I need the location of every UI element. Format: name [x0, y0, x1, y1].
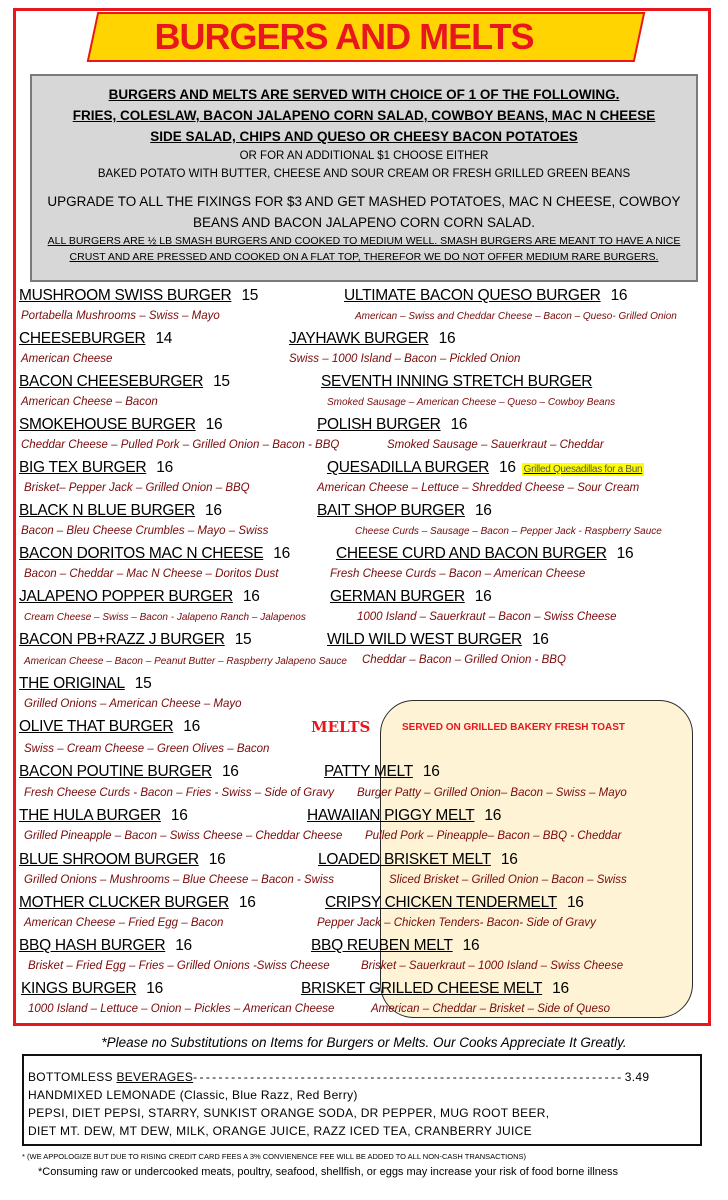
menu-item — [21, 980, 163, 998]
beverages-price: 3.49 — [624, 1070, 650, 1084]
item-desc: Smoked Sausage – American Cheese – Queso – Cowboy Beans — [327, 397, 616, 408]
item-name: OLIVE THAT BURGER — [19, 718, 174, 735]
item-price: 16 — [552, 980, 569, 997]
menu-item — [317, 502, 492, 520]
item-name: THE HULA BURGER — [19, 807, 161, 824]
item-name: SEVENTH INNING STRETCH BURGER — [321, 373, 593, 390]
item-name: KINGS BURGER — [21, 980, 137, 997]
menu-item — [19, 718, 200, 736]
item-desc: Brisket – Fried Egg – Fries – Grilled Onions -Swiss Cheese — [28, 960, 330, 972]
melt-item — [311, 937, 479, 955]
item-name: BBQ HASH BURGER — [19, 937, 166, 954]
item-price: 16 — [170, 807, 188, 824]
item-desc: Cream Cheese – Swiss – Bacon - Jalapeno Ranch – Jalapenos — [24, 612, 306, 623]
item-price: 16 — [205, 416, 223, 433]
item-price: 15 — [234, 631, 252, 648]
item-desc: Swiss – Cream Cheese – Green Olives – Bacon — [24, 743, 270, 755]
soda-line: PEPSI, DIET PEPSI, STARRY, SUNKIST ORANGE SODA, DR PEPPER, MUG ROOT BEER, — [28, 1106, 550, 1120]
menu-item — [19, 373, 230, 391]
item-desc: Cheese Curds – Sausage – Bacon – Pepper Jack - Raspberry Sauce — [355, 526, 662, 537]
card-fee-notice: * (WE APPOLOGIZE BUT DUE TO RISING CREDIT CARD FEES A 3% CONVIENENCE FEE WILL BE ADDED TO ALL NON-CASH TRANSACTIONS) — [22, 1152, 527, 1161]
drinks-line: DIET MT. DEW, MT DEW, MILK, ORANGE JUICE, RAZZ ICED TEA, CRANBERRY JUICE — [28, 1124, 532, 1138]
menu-item — [19, 675, 151, 693]
item-price: 16 — [616, 545, 634, 562]
item-price: 16 — [438, 330, 456, 347]
melt-item — [324, 763, 440, 781]
menu-item — [19, 330, 172, 348]
item-price: 16 — [474, 502, 492, 519]
melts-subtitle: SERVED ON GRILLED BAKERY FRESH TOAST — [402, 722, 625, 733]
menu-item — [336, 545, 633, 563]
beverages-header — [28, 1068, 696, 1086]
item-name: BLUE SHROOM BURGER — [19, 851, 199, 868]
melt-item — [325, 894, 584, 912]
menu-item — [19, 631, 251, 649]
item-price: 15 — [241, 287, 259, 304]
menu-item — [19, 502, 222, 520]
menu-item — [19, 545, 290, 563]
item-desc: Grilled Onions – Mushrooms – Blue Cheese – Bacon - Swiss — [24, 874, 335, 886]
item-name: QUESADILLA BURGER — [327, 459, 490, 476]
item-price: 16 — [422, 763, 440, 780]
substitution-note: *Please no Substitutions on Items for Burgers or Melts. Our Cooks Appreciate It Greatly. — [101, 1035, 627, 1050]
menu-item — [344, 287, 627, 305]
item-name: MOTHER CLUCKER BURGER — [19, 894, 229, 911]
item-desc: American Cheese – Bacon – Peanut Butter – Raspberry Jalapeno Sauce — [24, 656, 347, 667]
melt-item — [318, 851, 518, 869]
item-price: 16 — [156, 459, 173, 476]
item-price: 16 — [484, 807, 502, 824]
menu-item — [321, 373, 592, 391]
item-desc: Smoked Sausage – Sauerkraut – Cheddar — [387, 439, 604, 451]
item-price: 16 — [499, 459, 516, 476]
menu-item — [19, 287, 258, 305]
item-name: PATTY MELT — [324, 763, 413, 780]
sides-line: BURGERS AND MELTS ARE SERVED WITH CHOICE OF 1 OF THE FOLLOWING. — [108, 87, 620, 102]
smash-note: CRUST AND ARE PRESSED AND COOKED ON A FLAT TOP, THEREFOR WE DO NOT OFFER MEDIUM RARE BURGERS. — [69, 251, 659, 263]
item-price: 16 — [208, 851, 226, 868]
item-name: BACON CHEESEBURGER — [19, 373, 204, 390]
item-name: CHEESEBURGER — [19, 330, 146, 347]
item-price: 16 — [175, 937, 192, 954]
item-price: 16 — [610, 287, 628, 304]
melts-title: MELTS — [311, 718, 371, 736]
item-name: BLACK N BLUE BURGER — [19, 502, 196, 519]
item-name: GERMAN BURGER — [330, 588, 465, 605]
item-desc: Fresh Cheese Curds – Bacon – American Cheese — [330, 568, 586, 580]
item-desc: Grilled Pineapple – Bacon – Swiss Cheese – Cheddar Cheese — [24, 830, 343, 842]
menu-item — [327, 631, 549, 649]
menu-item — [327, 459, 644, 477]
menu-item — [330, 588, 491, 606]
item-desc: American – Cheddar – Brisket – Side of Queso — [371, 1003, 611, 1015]
item-name: THE ORIGINAL — [19, 675, 125, 692]
sides-line: FRIES, COLESLAW, BACON JALAPENO CORN SALAD, COWBOY BEANS, MAC N CHEESE — [72, 108, 656, 123]
menu-item — [19, 807, 188, 825]
item-name: CRIPSY CHICKEN TENDERMELT — [325, 894, 557, 911]
item-price: 16 — [146, 980, 163, 997]
item-desc: Sliced Brisket – Grilled Onion – Bacon – Swiss — [389, 874, 627, 886]
item-price: 16 — [450, 416, 468, 433]
menu-item — [19, 416, 222, 434]
item-price: 16 — [566, 894, 584, 911]
item-name: BACON PB+RAZZ J BURGER — [19, 631, 225, 648]
item-name: JAYHAWK BURGER — [289, 330, 429, 347]
item-name: LOADED BRISKET MELT — [318, 851, 491, 868]
sides-line: OR FOR AN ADDITIONAL $1 CHOOSE EITHER — [239, 150, 489, 162]
item-name: BBQ REUBEN MELT — [311, 937, 453, 954]
item-price: 15 — [213, 373, 230, 390]
item-name: SMOKEHOUSE BURGER — [19, 416, 196, 433]
item-price: 14 — [155, 330, 173, 347]
item-price: 15 — [134, 675, 152, 692]
item-name: MUSHROOM SWISS BURGER — [19, 287, 232, 304]
menu-item — [19, 588, 260, 606]
item-desc: American Cheese – Lettuce – Shredded Cheese – Sour Cream — [317, 482, 640, 494]
item-price: 16 — [273, 545, 290, 562]
item-price: 16 — [205, 502, 222, 519]
menu-item — [19, 937, 192, 955]
item-desc: Cheddar Cheese – Pulled Pork – Grilled Onion – Bacon - BBQ — [21, 439, 340, 451]
menu-item — [19, 851, 225, 869]
item-desc: Cheddar – Bacon – Grilled Onion - BBQ — [362, 654, 566, 666]
item-desc: 1000 Island – Sauerkraut – Bacon – Swiss Cheese — [357, 611, 617, 623]
item-desc: 1000 Island – Lettuce – Onion – Pickles – American Cheese — [28, 1003, 335, 1015]
sides-info-box — [30, 74, 698, 282]
item-price: 16 — [183, 718, 200, 735]
item-desc: Brisket– Pepper Jack – Grilled Onion – BBQ — [24, 482, 250, 494]
item-name: CHEESE CURD AND BACON BURGER — [336, 545, 607, 562]
item-desc: Fresh Cheese Curds - Bacon – Fries - Swiss – Side of Gravy — [24, 787, 334, 799]
menu-item — [317, 416, 467, 434]
upgrade-line: BEANS AND BACON JALAPENO CORN CORN SALAD. — [192, 215, 536, 230]
item-desc: Grilled Onions – American Cheese – Mayo — [24, 698, 242, 710]
page-title: BURGERS AND MELTS — [154, 16, 534, 57]
health-warning: *Consuming raw or undercooked meats, poultry, seafood, shellfish, or eggs may increase your risk of food borne illness — [38, 1166, 619, 1178]
melt-item — [301, 980, 569, 998]
item-price: 16 — [242, 588, 260, 605]
item-desc: Portabella Mushrooms – Swiss – Mayo — [21, 310, 220, 322]
item-desc: Burger Patty – Grilled Onion– Bacon – Swiss – Mayo — [357, 787, 627, 799]
menu-item — [19, 894, 256, 912]
sides-line: BAKED POTATO WITH BUTTER, CHEESE AND SOUR CREAM OR FRESH GRILLED GREEN BEANS — [97, 168, 631, 180]
item-desc: American Cheese – Bacon — [21, 396, 158, 408]
item-price: 16 — [238, 894, 256, 911]
item-name: BACON DORITOS MAC N CHEESE — [19, 545, 264, 562]
melt-item — [307, 807, 501, 825]
menu-item — [19, 459, 173, 477]
smash-note: ALL BURGERS ARE ½ LB SMASH BURGERS AND COOKED TO MEDIUM WELL. SMASH BURGERS ARE MEANT TO HAVE A NICE — [47, 235, 681, 247]
quesadilla-bun-highlight: Grilled Quesadillas for a Bun — [523, 464, 643, 475]
item-desc: Pepper Jack – Chicken Tenders- Bacon- Side of Gravy — [317, 917, 596, 929]
price-leader-dashes: - - - - - - - - - - - - - - - - - - - - - - - - - - - - - - - - - - - - - - - - - - - - - - - - - - - - - - - - - - - - - - - - - - - - — [193, 1070, 621, 1084]
item-desc: Swiss – 1000 Island – Bacon – Pickled Onion — [289, 353, 521, 365]
beverages-label: BOTTOMLESS — [28, 1070, 117, 1084]
lemonade-line: HANDMIXED LEMONADE (Classic, Blue Razz, Red Berry) — [28, 1088, 358, 1102]
item-desc: American Cheese – Fried Egg – Bacon — [24, 917, 224, 929]
item-desc: Pulled Pork – Pineapple– Bacon – BBQ - Cheddar — [365, 830, 622, 842]
item-name: HAWAIIAN PIGGY MELT — [307, 807, 475, 824]
menu-item — [289, 330, 455, 348]
item-name: JALAPENO POPPER BURGER — [19, 588, 233, 605]
item-desc: Bacon – Cheddar – Mac N Cheese – Doritos Dust — [24, 568, 279, 580]
item-price: 16 — [500, 851, 518, 868]
sides-line: SIDE SALAD, CHIPS AND QUESO OR CHEESY BACON POTATOES — [150, 129, 578, 144]
item-name: BACON POUTINE BURGER — [19, 763, 212, 780]
item-name: POLISH BURGER — [317, 416, 441, 433]
upgrade-line: UPGRADE TO ALL THE FIXINGS FOR $3 AND GET MASHED POTATOES, MAC N CHEESE, COWBOY — [47, 194, 681, 209]
item-name: WILD WILD WEST BURGER — [327, 631, 522, 648]
item-name: BRISKET GRILLED CHEESE MELT — [301, 980, 543, 997]
item-desc: Bacon – Bleu Cheese Crumbles – Mayo – Swiss — [21, 525, 269, 537]
item-name: BAIT SHOP BURGER — [317, 502, 465, 519]
item-desc: American – Swiss and Cheddar Cheese – Bacon – Queso- Grilled Onion — [355, 311, 677, 322]
item-price: 16 — [221, 763, 239, 780]
beverages-label-underlined: BEVERAGES — [116, 1070, 194, 1084]
item-desc: Brisket – Sauerkraut – 1000 Island – Swiss Cheese — [361, 960, 624, 972]
beverages-box — [22, 1054, 702, 1146]
item-price: 16 — [474, 588, 492, 605]
item-name: ULTIMATE BACON QUESO BURGER — [344, 287, 601, 304]
item-price: 16 — [462, 937, 480, 954]
menu-item — [19, 763, 239, 781]
item-price: 16 — [531, 631, 549, 648]
item-desc: American Cheese — [21, 353, 113, 365]
item-name: BIG TEX BURGER — [19, 459, 147, 476]
